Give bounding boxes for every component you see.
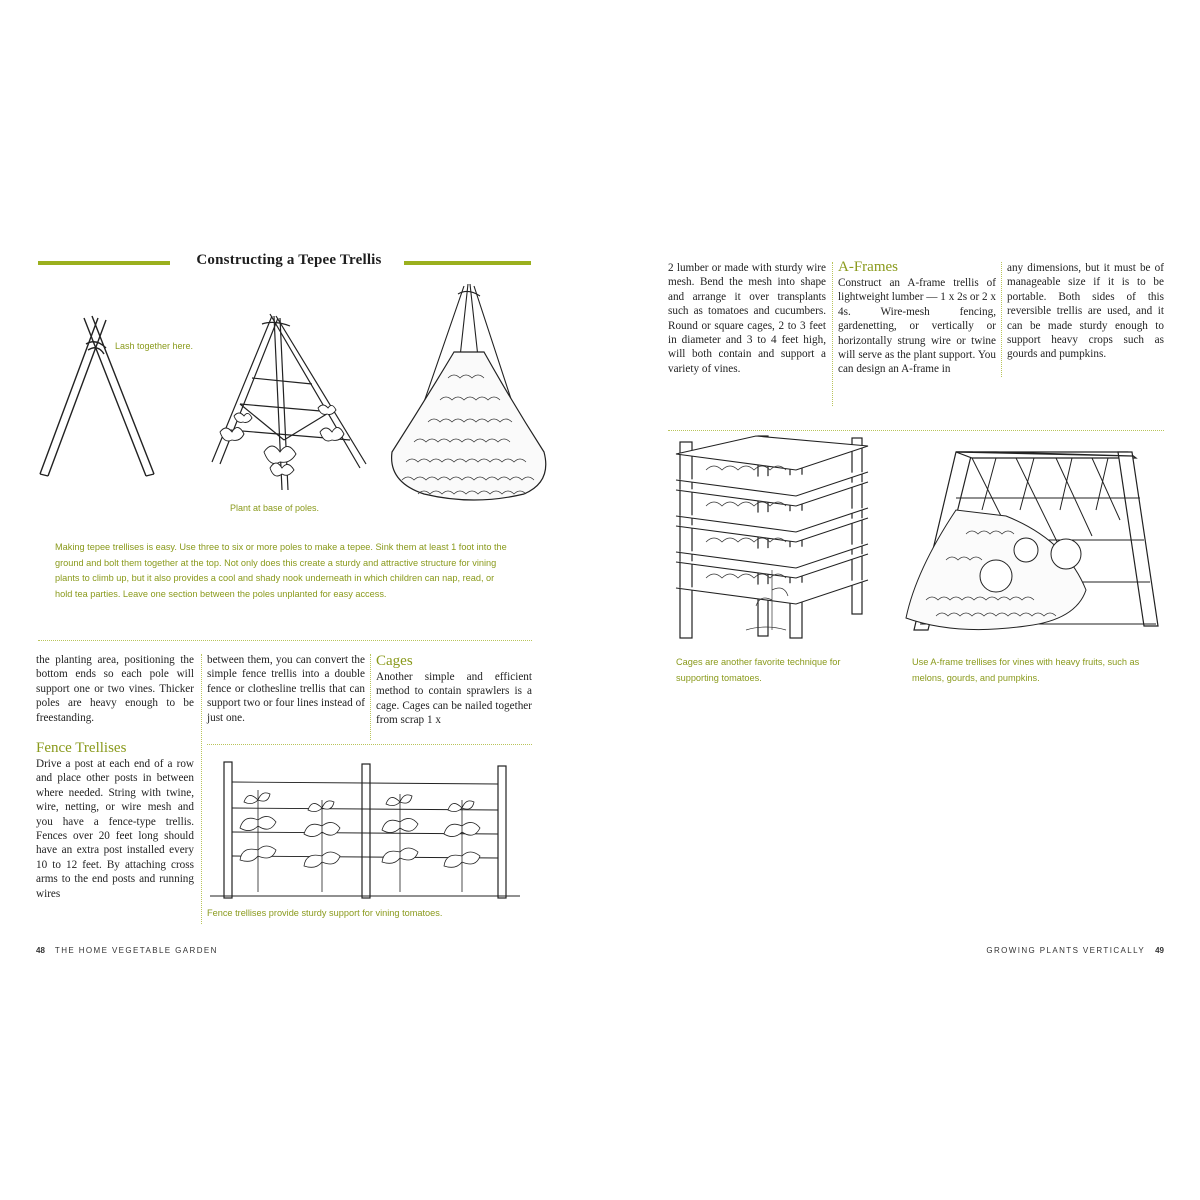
title-rule-right [404,261,531,265]
left-column-1 [36,653,194,901]
fence-trellis-illustration [210,760,532,900]
col1-text: the planting area, positioning the bottom ends so each pole will support one or two vines. Thicker poles are heavy enough to be freestanding. [36,654,194,724]
label-plant: Plant at base of poles. [230,503,320,513]
cages-heading: Cages [376,653,413,669]
sidebar-bottom-rule [38,640,532,641]
right-running-title: GROWING PLANTS VERTICALLY [986,946,1146,955]
left-running-title: THE HOME VEGETABLE GARDEN [54,946,218,955]
left-column-2: between them, you can convert the simple fence trellis into a double fence or clothesline trellis that can support two or four lines instead of just one. [207,654,365,724]
crossed-poles-illustration [36,314,156,484]
fence-caption: Fence trellises provide sturdy support for vining tomatoes. [207,908,443,918]
sidebar-caption: Making tepee trellises is easy. Use three to six or more poles to make a tepee. Sink them at least 1 foot into the ground and bolt them together at the top. Not only does this create a sturdy and attractive structure for vining plants to climb up, but it also provides a cool and shady nook underneath in which children can nap, read, or hold tea parties. Leave one section between the poles unplanted for easy access. [55,542,507,599]
left-column-3 [376,652,532,728]
fence-figure-top-rule [207,744,532,745]
left-page-number: 48 [36,946,45,955]
tepee-covered-vines-illustration [384,282,554,507]
right-column-1: 2 lumber or made with sturdy wire mesh. Bend the mesh into shape and arrange it over transplants such as tomatoes and cucumbers. Round or square cages, 2 to 3 feet in diameter and 3 to 4 feet high, will both contain and support a variety of vines. [668,262,826,375]
right-column-divider-2 [1001,262,1002,377]
right-folio [986,946,1164,955]
cages-text: Another simple and efficient method to contain sprawlers is a cage. Cages can be nailed together from scrap 1 x [376,671,532,727]
aframes-text: Construct an A-frame trellis of lightweight lumber — 1 x 2s or 2 x 4s. Wire-mesh fencing, gardenetting, or vertically or horizontally strung wire or twine will serve as the plant support. You can design an A-frame in [838,277,996,376]
right-page-number: 49 [1155,946,1164,955]
tepee-young-plants-illustration [200,312,380,497]
right-column-divider-1 [832,262,833,406]
cage-caption: Cages are another favorite technique for supporting tomatoes. [676,657,841,683]
label-lash: Lash together here. [115,341,194,351]
right-column-3: any dimensions, but it must be of manageable size if it is to be portable. Both sides of this reversible trellis are used, and it can be made sturdy enough to support heavy crops such as gourds and pumpkins. [1007,262,1164,361]
aframe-caption: Use A-frame trellises for vines with heavy fruits, such as melons, gourds, and pumpkins. [912,657,1140,683]
cage-illustration [676,430,872,644]
left-folio [36,946,218,955]
fence-trellises-text: Drive a post at each end of a row and place other posts in between where needed. String with twine, wire, netting, or wire mesh and you have a fence-type trellis. Fences over 20 feet long should have an extra post installed every 10 to 12 feet. By attaching cross arms to the end posts and running wires [36,758,194,900]
column-divider-2 [370,654,371,740]
column-divider-1 [201,654,202,924]
sidebar-title: Constructing a Tepee Trellis [196,252,382,268]
right-column-2 [838,258,996,377]
title-rule-left [38,261,170,265]
aframe-illustration [896,440,1156,640]
aframes-heading: A-Frames [838,259,898,275]
fence-trellises-heading: Fence Trellises [36,740,127,757]
